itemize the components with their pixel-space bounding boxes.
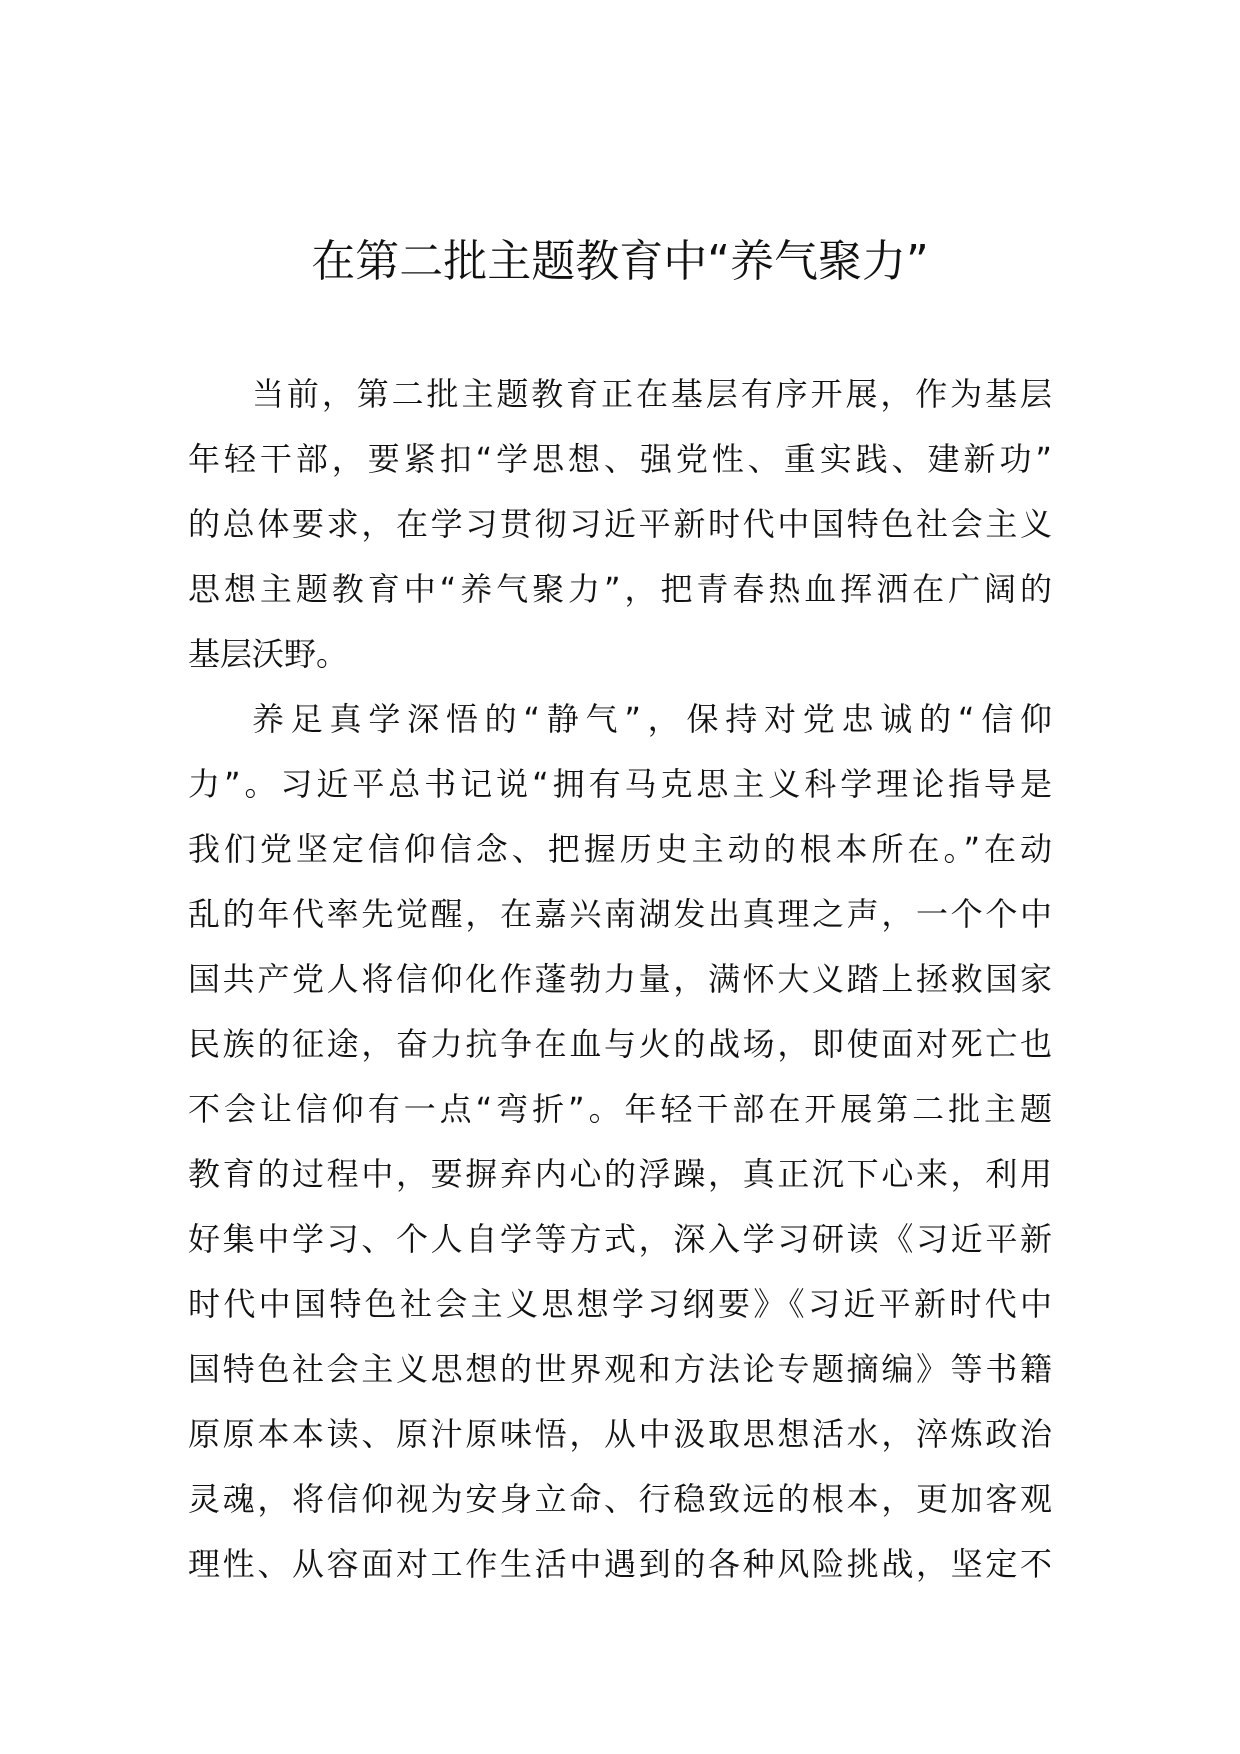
document-title: 在第二批主题教育中“养气聚力” [311,236,929,287]
paragraph-2-line-1: 养足真学深悟的“静气”，保持对党忠诚的“信仰 [252,700,1052,738]
paragraph-2-line-2: 力”。习近平总书记说“拥有马克思主义科学理论指导是 [188,765,1052,803]
paragraph-2-line-14: 理性、从容面对工作生活中遇到的各种风险挑战，坚定不 [188,1545,1052,1583]
paragraph-1-line-5: 基层沃野。 [188,635,349,673]
paragraph-2-line-12: 原原本本读、原汁原味悟，从中汲取思想活水，淬炼政治 [188,1415,1052,1453]
paragraph-2-line-10: 时代中国特色社会主义思想学习纲要》《习近平新时代中 [188,1285,1052,1323]
paragraph-2-line-4: 乱的年代率先觉醒，在嘉兴南湖发出真理之声，一个个中 [188,895,1052,933]
paragraph-2-line-5: 国共产党人将信仰化作蓬勃力量，满怀大义踏上拯救国家 [188,960,1052,998]
paragraph-2-line-3: 我们党坚定信仰信念、把握历史主动的根本所在。”在动 [188,830,1052,868]
document-body [188,362,1052,1597]
paragraph-2-line-11: 国特色社会主义思想的世界观和方法论专题摘编》等书籍 [188,1350,1052,1388]
paragraph-1-line-3: 的总体要求，在学习贯彻习近平新时代中国特色社会主义 [188,505,1052,543]
paragraph-2-line-9: 好集中学习、个人自学等方式，深入学习研读《习近平新 [188,1220,1052,1258]
paragraph-2-line-8: 教育的过程中，要摒弃内心的浮躁，真正沉下心来，利用 [188,1155,1052,1193]
paragraph-1-line-4: 思想主题教育中“养气聚力”，把青春热血挥洒在广阔的 [188,570,1052,608]
paragraph-2-line-7: 不会让信仰有一点“弯折”。年轻干部在开展第二批主题 [188,1090,1052,1128]
paragraph-1-line-2: 年轻干部，要紧扣“学思想、强党性、重实践、建新功” [188,440,1052,478]
paragraph-2-line-13: 灵魂，将信仰视为安身立命、行稳致远的根本，更加客观 [188,1480,1052,1518]
paragraph-2-line-6: 民族的征途，奋力抗争在血与火的战场，即使面对死亡也 [188,1025,1052,1063]
paragraph-1-line-1: 当前，第二批主题教育正在基层有序开展，作为基层 [252,375,1052,413]
